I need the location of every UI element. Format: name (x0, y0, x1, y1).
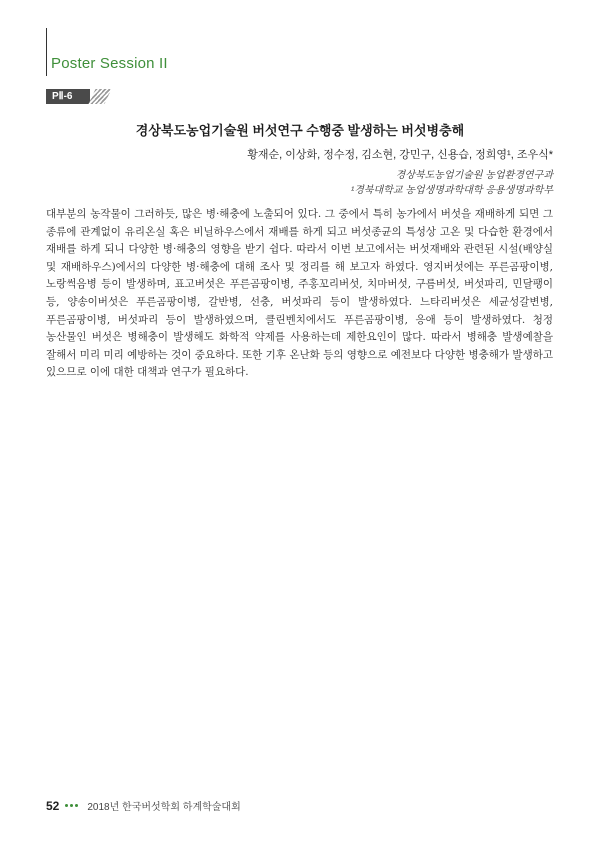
page-footer (46, 798, 241, 813)
page-number: 52 (46, 798, 60, 813)
poster-id-tag (46, 89, 108, 104)
author-list: 황재순, 이상화, 정수정, 김소현, 강민구, 신용습, 정희영¹, 조우식* (247, 149, 553, 161)
conference-name: 2018년 한국버섯학회 하계학술대회 (87, 802, 241, 813)
paper-title: 경상북도농업기술원 버섯연구 수행중 발생하는 버섯병충해 (135, 123, 465, 138)
tag-hatch-decoration (89, 89, 112, 104)
section-header: Poster Session II (51, 55, 168, 72)
abstract-body: 대부분의 농작물이 그러하듯, 많은 병·해충에 노출되어 있다. 그 중에서 특히 농가에서 버섯을 재배하게 되면 그 종류에 관계없이 유리온실 혹은 비닐하우스에서 재배를 하게 되고 버섯종균의 특성상 고온 및 다습한 환경에서 재배를 하게 되니 다양한 병·해충의 영향을 받기 쉽다. 따라서 이번 보고에서는 버섯재배와 관련된 시설(배양실 및 재배하우스)에서의 다양한 병·해충에 대해 조사 및 정리를 해 보고자 하였다. 영지버섯에는 푸른곰팡이병, 노랑썩음병 등이 발생하며, 표고버섯은 푸른곰팡이병, 주홍꼬리버섯, 치마버섯, 구름버섯, 버섯파리, 민달팽이 등, 양송이버섯은 푸른곰팡이병, 갈반병, 선충, 버섯파리 등이 발생하였다. 느타리버섯은 세균성갈변병, 푸른곰팡이병, 버섯파리 등이 발생하였으며, 클린벤치에서도 푸른곰팡이병, 응애 등이 발생하였다. 청정 농산물인 버섯은 병해충이 발생해도 화학적 약제를 사용하는데 제한요인이 많다. 따라서 병해충 발생예찰을 잘해서 미리 미리 예방하는 것이 중요하다. 또한 기후 온난화 등의 영향으로 예전보다 다양한 병충해가 발생하고 있으므로 이에 대한 대책과 연구가 필요하다. (46, 208, 553, 379)
affiliation-2: ¹경북대학교 농업생명과학대학 응용생명과학부 (350, 185, 553, 196)
poster-id-label: PⅡ-6 (46, 89, 90, 104)
header-vertical-rule (46, 28, 47, 76)
affiliation-1: 경상북도농업기술원 농업환경연구과 (395, 170, 553, 181)
footer-dots-decoration (65, 804, 80, 807)
